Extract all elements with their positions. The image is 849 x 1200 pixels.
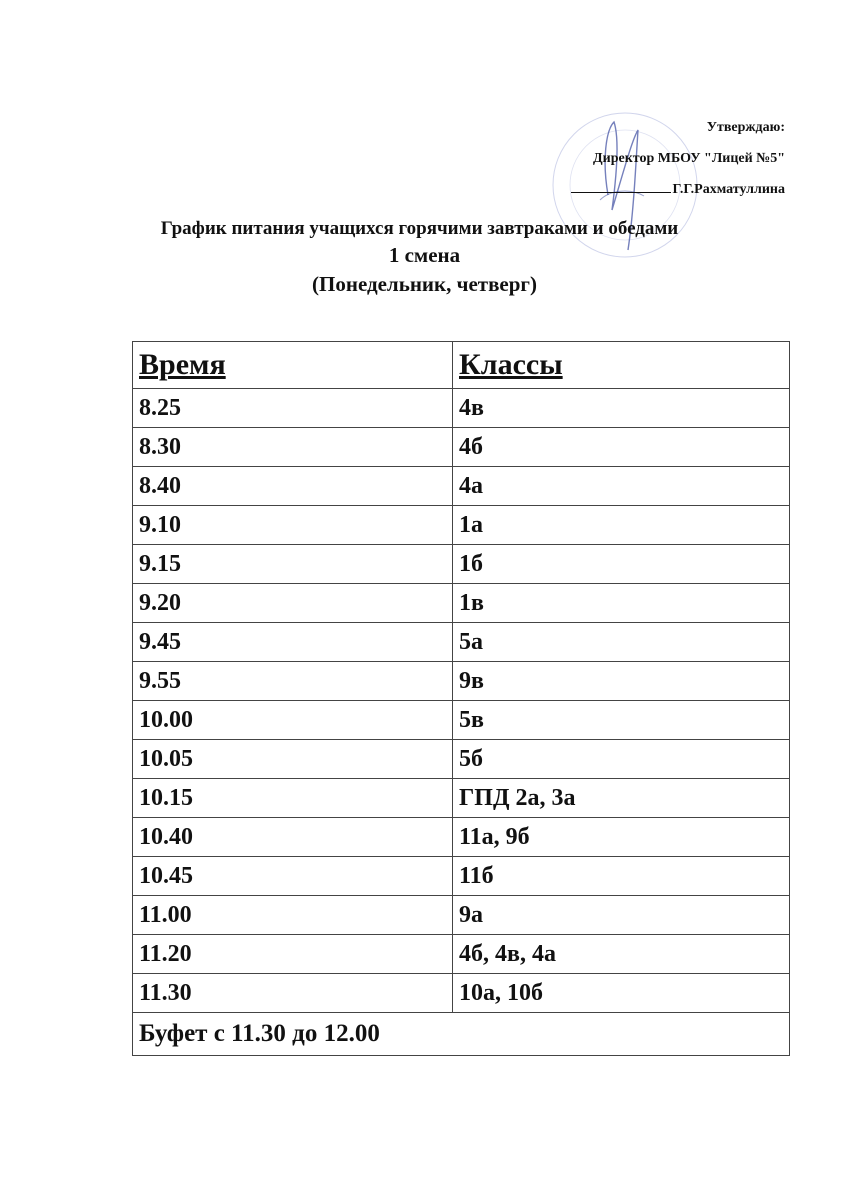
table-header-row	[133, 342, 790, 389]
time-cell: 10.05	[133, 740, 453, 779]
buffet-hours: Буфет с 11.30 до 12.00	[133, 1013, 790, 1056]
time-cell: 9.15	[133, 545, 453, 584]
time-cell: 8.30	[133, 428, 453, 467]
classes-cell: ГПД 2а, 3а	[453, 779, 790, 818]
title-main: График питания учащихся горячими завтраками и обедами	[160, 218, 679, 239]
approval-position: Директор МБОУ "Лицей №5"	[593, 151, 785, 166]
time-cell: 11.00	[133, 896, 453, 935]
table-row	[133, 935, 790, 974]
classes-cell: 1б	[453, 545, 790, 584]
table-row	[133, 740, 790, 779]
classes-cell: 5б	[453, 740, 790, 779]
table-row	[133, 974, 790, 1013]
classes-cell: 5в	[453, 701, 790, 740]
time-cell: 10.40	[133, 818, 453, 857]
time-cell: 10.15	[133, 779, 453, 818]
time-cell: 9.10	[133, 506, 453, 545]
table-row	[133, 818, 790, 857]
time-cell: 11.30	[133, 974, 453, 1013]
classes-cell: 1в	[453, 584, 790, 623]
approval-block	[571, 112, 785, 205]
table-row	[133, 662, 790, 701]
title-shift: 1 смена	[388, 243, 461, 267]
time-cell: 8.40	[133, 467, 453, 506]
classes-cell: 4б	[453, 428, 790, 467]
signature-line	[571, 178, 671, 193]
classes-cell: 11б	[453, 857, 790, 896]
classes-cell: 4б, 4в, 4а	[453, 935, 790, 974]
classes-cell: 1а	[453, 506, 790, 545]
approval-signature-row	[571, 174, 785, 205]
time-cell: 9.45	[133, 623, 453, 662]
classes-cell: 10а, 10б	[453, 974, 790, 1013]
classes-cell: 5а	[453, 623, 790, 662]
table-row	[133, 389, 790, 428]
time-cell: 11.20	[133, 935, 453, 974]
classes-cell: 11а, 9б	[453, 818, 790, 857]
schedule-table	[132, 341, 790, 1056]
table-row	[133, 467, 790, 506]
table-row	[133, 545, 790, 584]
title-days: (Понедельник, четверг)	[312, 272, 537, 296]
time-cell: 8.25	[133, 389, 453, 428]
table-footer-row	[133, 1013, 790, 1056]
classes-cell: 9а	[453, 896, 790, 935]
classes-cell: 4а	[453, 467, 790, 506]
table-row	[133, 623, 790, 662]
approval-heading: Утверждаю:	[706, 120, 785, 135]
header-classes: Классы	[453, 342, 790, 389]
header-time: Время	[133, 342, 453, 389]
document-title	[0, 217, 849, 299]
time-cell: 9.20	[133, 584, 453, 623]
table-row	[133, 779, 790, 818]
time-cell: 10.00	[133, 701, 453, 740]
table-row	[133, 857, 790, 896]
time-cell: 9.55	[133, 662, 453, 701]
table-row	[133, 896, 790, 935]
time-cell: 10.45	[133, 857, 453, 896]
table-row	[133, 506, 790, 545]
table-row	[133, 701, 790, 740]
table-row	[133, 584, 790, 623]
classes-cell: 9в	[453, 662, 790, 701]
classes-cell: 4в	[453, 389, 790, 428]
approval-name: Г.Г.Рахматуллина	[672, 182, 785, 197]
table-row	[133, 428, 790, 467]
